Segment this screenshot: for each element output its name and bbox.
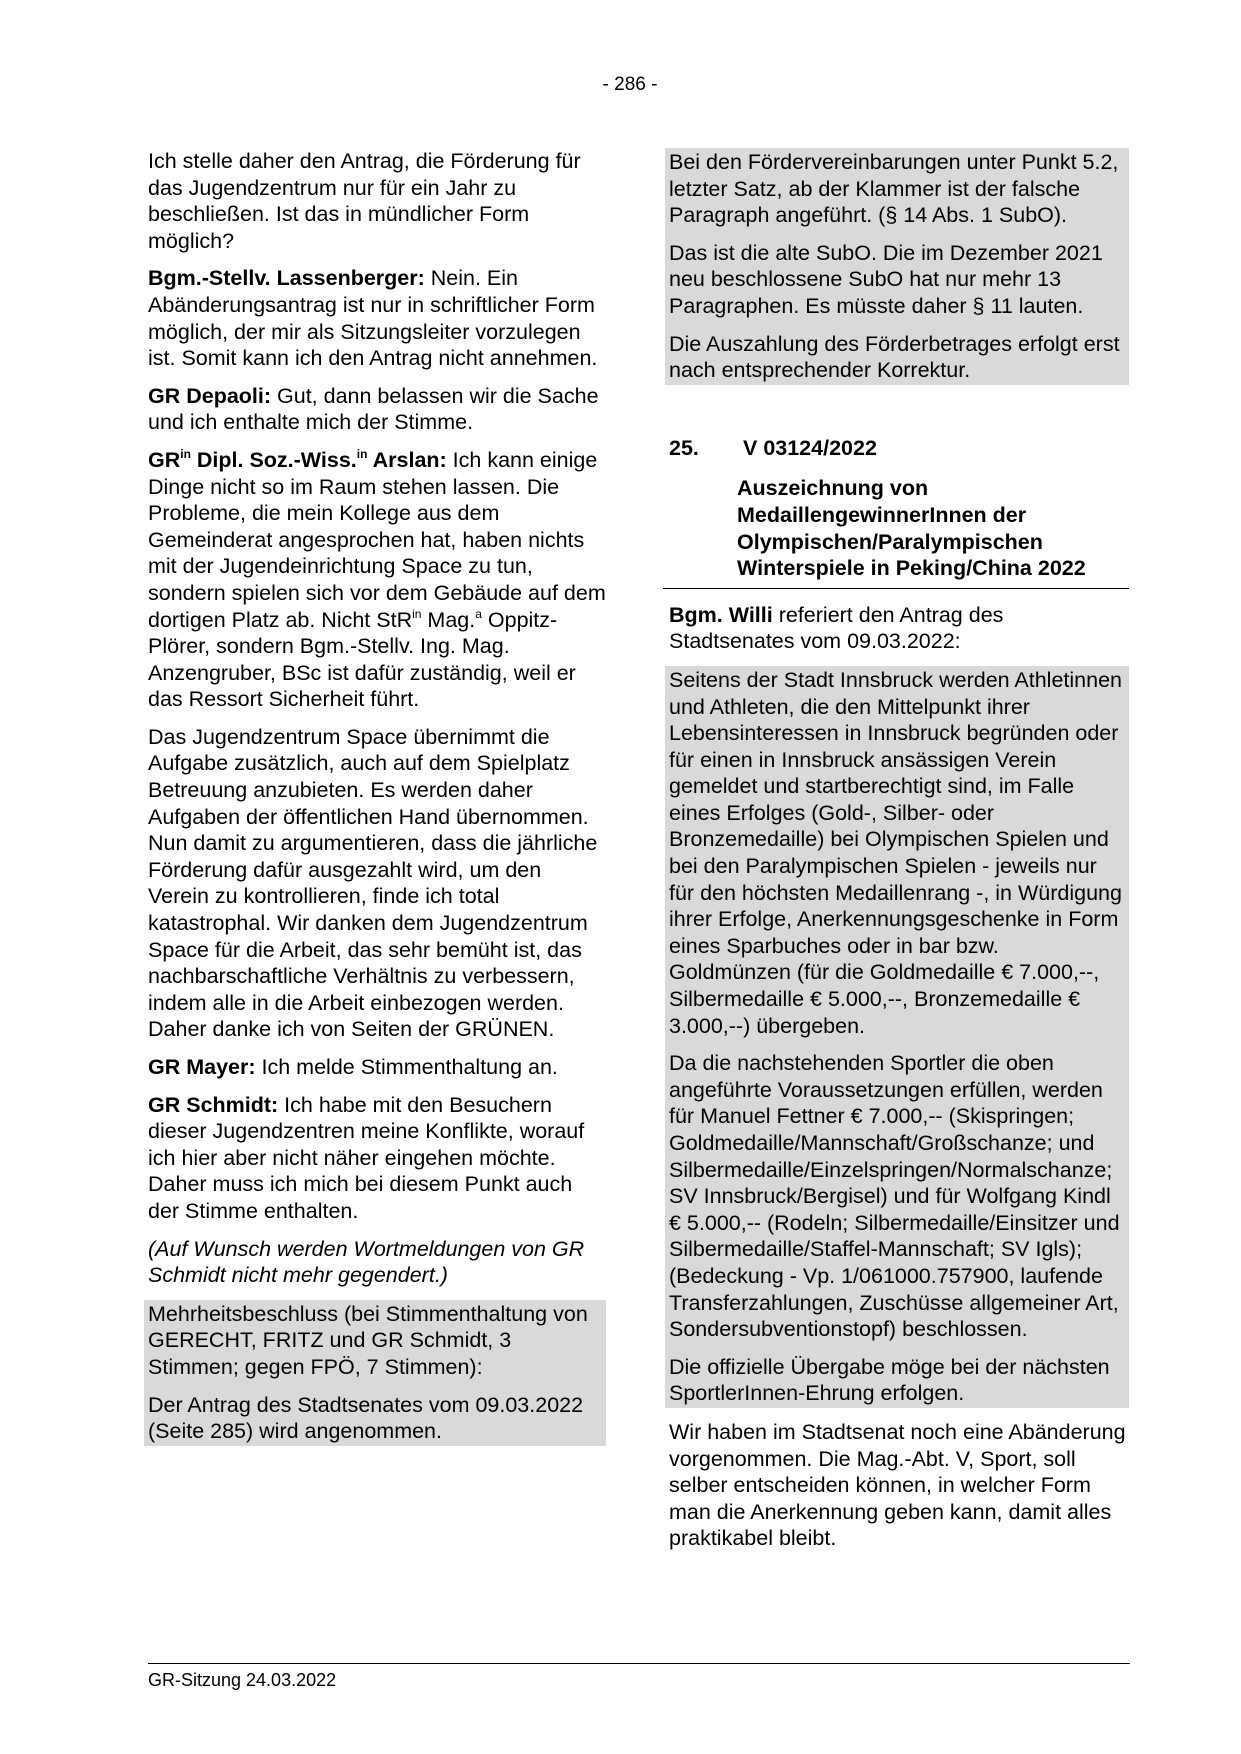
speaker-name: Bgm.-Stellv. Lassenberger: <box>148 266 425 291</box>
agenda-title: Auszeichnung von MedaillengewinnerInnen der Olympischen/Paralympischen Winterspiele in Peking/China 2022 <box>737 476 1086 581</box>
speech-depaoli <box>148 383 606 436</box>
speech-schmidt <box>148 1092 606 1225</box>
paragraph: Das ist die alte SubO. Die im Dezember 2021 neu beschlossene SubO hat nur mehr 13 Paragraphen. Es müsste daher § 11 lauten. <box>669 240 1103 318</box>
paragraph: Die Auszahlung des Förderbetrages erfolgt erst nach entsprechender Korrektur. <box>669 331 1120 383</box>
paragraph: Wir haben im Stadtsenat noch eine Abänderung vorgenommen. Die Mag.-Abt. V, Sport, soll selber entscheiden können, in welcher Form man die Anerkennung geben kann, damit alles praktikabel bleibt. <box>669 1419 1126 1551</box>
agenda-number: 25. <box>669 435 699 460</box>
speech-mayer <box>148 1054 606 1081</box>
paragraph: Die offizielle Übergabe möge bei der nächsten SportlerInnen-Ehrung erfolgen. <box>669 1354 1110 1406</box>
footer-text: GR-Sitzung 24.03.2022 <box>148 1670 337 1690</box>
left-column <box>148 148 606 1446</box>
speaker-name: GR Schmidt: <box>148 1092 279 1117</box>
motion-text-box <box>665 148 1129 385</box>
paragraph: Das Jugendzentrum Space übernimmt die Aufgabe zusätzlich, auch auf dem Spielplatz Betreuung anzubieten. Es werden daher Aufgaben der öffentlichen Hand übernommen. Nun damit zu argumentieren, dass die jährliche Förderung dafür ausgezahlt wird, um den Verein zu kontrollieren, finde ich total katastrophal. Wir danken dem Jugendzentrum Space für die Arbeit, das sehr bemüht ist, das nachbarschaftliche Verhältnis zu verbessern, indem alle in die Arbeit einbezogen werden. Daher danke ich von Seiten der GRÜNEN. <box>148 724 598 1042</box>
report-intro <box>669 602 1129 655</box>
agenda-item-heading <box>669 435 1129 462</box>
paragraph: Da die nachstehenden Sportler die oben angeführte Voraussetzungen erfüllen, werden für Manuel Fettner € 7.000,-- (Skispringen; Goldmedaille/Mannschaft/Großschanze; und Silbermedaille/Einzelspringen/Normalschanze; SV Innsbruck/Bergisel) und für Wolfgang Kindl € 5.000,-- (Rodeln; Silbermedaille/Einsitzer und Silbermedaille/Staffel-Mannschaft; SV Igls); (Bedeckung - Vp. 1/061000.757900, laufende Transferzahlungen, Zuschüsse allgemeiner Art, Sondersubventionstopf) beschlossen. <box>669 1051 1120 1342</box>
speech-text: referiert den Antrag des Stadtsenates vom 09.03.2022: <box>669 602 1004 654</box>
paragraph: Seitens der Stadt Innsbruck werden Athletinnen und Athleten, die den Mittelpunkt ihrer Lebensinteressen in Innsbruck begründen oder für einen in Innsbruck ansässigen Verein gemeldet und startberechtigt sind, im Falle eines Erfolges (Gold-, Silber- oder Bronzemedaille) bei Olympischen Spielen und bei den Paralympischen Spielen - jeweils nur für den höchsten Medaillenrang -, in Würdigung ihrer Erfolge, Anerkennungsgeschenke in Form eines Sparbuches oder in bar bzw. Goldmünzen (für die Goldmedaille € 7.000,--, Silbermedaille € 5.000,--, Bronzemedaille € 3.000,--) übergeben. <box>669 667 1122 1038</box>
speech-text: Nein. Ein Abänderungsantrag ist nur in schriftlicher Form möglich, der mir als Sitzungsleiter vorzulegen ist. Somit kann ich den Antrag nicht annehmen. <box>148 266 598 371</box>
agenda-code: V 03124/2022 <box>743 435 877 460</box>
speech-text: Ich habe mit den Besuchern dieser Jugendzentren meine Konflikte, worauf ich hier aber nicht näher eingehen möchte. Daher muss ich mich bei diesem Punkt auch der Stimme enthalten. <box>148 1092 585 1223</box>
speech-lassenberger <box>148 265 606 371</box>
speech-text: Ich kann einige Dinge nicht so im Raum stehen lassen. Die Probleme, die mein Kollege aus dem Gemeinderat angesprochen hat, haben nichts mit der Jugendeinrichtung Space zu tun, sondern spielen sich vor dem Gebäude auf dem dortigen Platz ab. Nicht StR$^{in}$ Mag.$^a$ Oppitz-Plörer, sondern Bgm.-Stellv. Ing. Mag. Anzengruber, BSc ist dafür zuständig, weil er das Ressort Sicherheit führt. <box>148 447 606 712</box>
right-column <box>669 148 1129 1563</box>
speech-text: Ich melde Stimmenthaltung an. <box>255 1055 558 1079</box>
italic-note: (Auf Wunsch werden Wortmeldungen von GR Schmidt nicht mehr gegendert.) <box>148 1236 585 1288</box>
agenda-title-block <box>663 475 1129 588</box>
speaker-name: Bgm. Willi <box>669 602 773 627</box>
speaker-name: GR Depaoli: <box>148 383 272 408</box>
resolution-vote: Mehrheitsbeschluss (bei Stimmenthaltung von GERECHT, FRITZ und GR Schmidt, 3 Stimmen; gegen FPÖ, 7 Stimmen): <box>148 1301 588 1379</box>
speaker-name: GR Mayer: <box>148 1055 256 1079</box>
paragraph: Bei den Fördervereinbarungen unter Punkt 5.2, letzter Satz, ab der Klammer ist der falsche Paragraph angeführt. (§ 14 Abs. 1 SubO). <box>669 150 1119 228</box>
speech-arslan <box>148 447 606 713</box>
resolution-box <box>144 1300 606 1446</box>
resolution-result: Der Antrag des Stadtsenates vom 09.03.2022 (Seite 285) wird angenommen. <box>148 1392 584 1444</box>
footer-divider <box>148 1663 1130 1664</box>
speaker-name: $GR^{in}$ Dipl. Soz.-Wiss.$^{in}$ Arslan: <box>148 446 447 472</box>
motion-text-box <box>665 666 1129 1408</box>
speech-text: Gut, dann belassen wir die Sache und ich enthalte mich der Stimme. <box>148 383 599 435</box>
page-number: - 286 - <box>602 74 658 95</box>
paragraph: Ich stelle daher den Antrag, die Förderung für das Jugendzentrum nur für ein Jahr zu beschließen. Ist das in mündlicher Form möglich? <box>148 149 581 253</box>
